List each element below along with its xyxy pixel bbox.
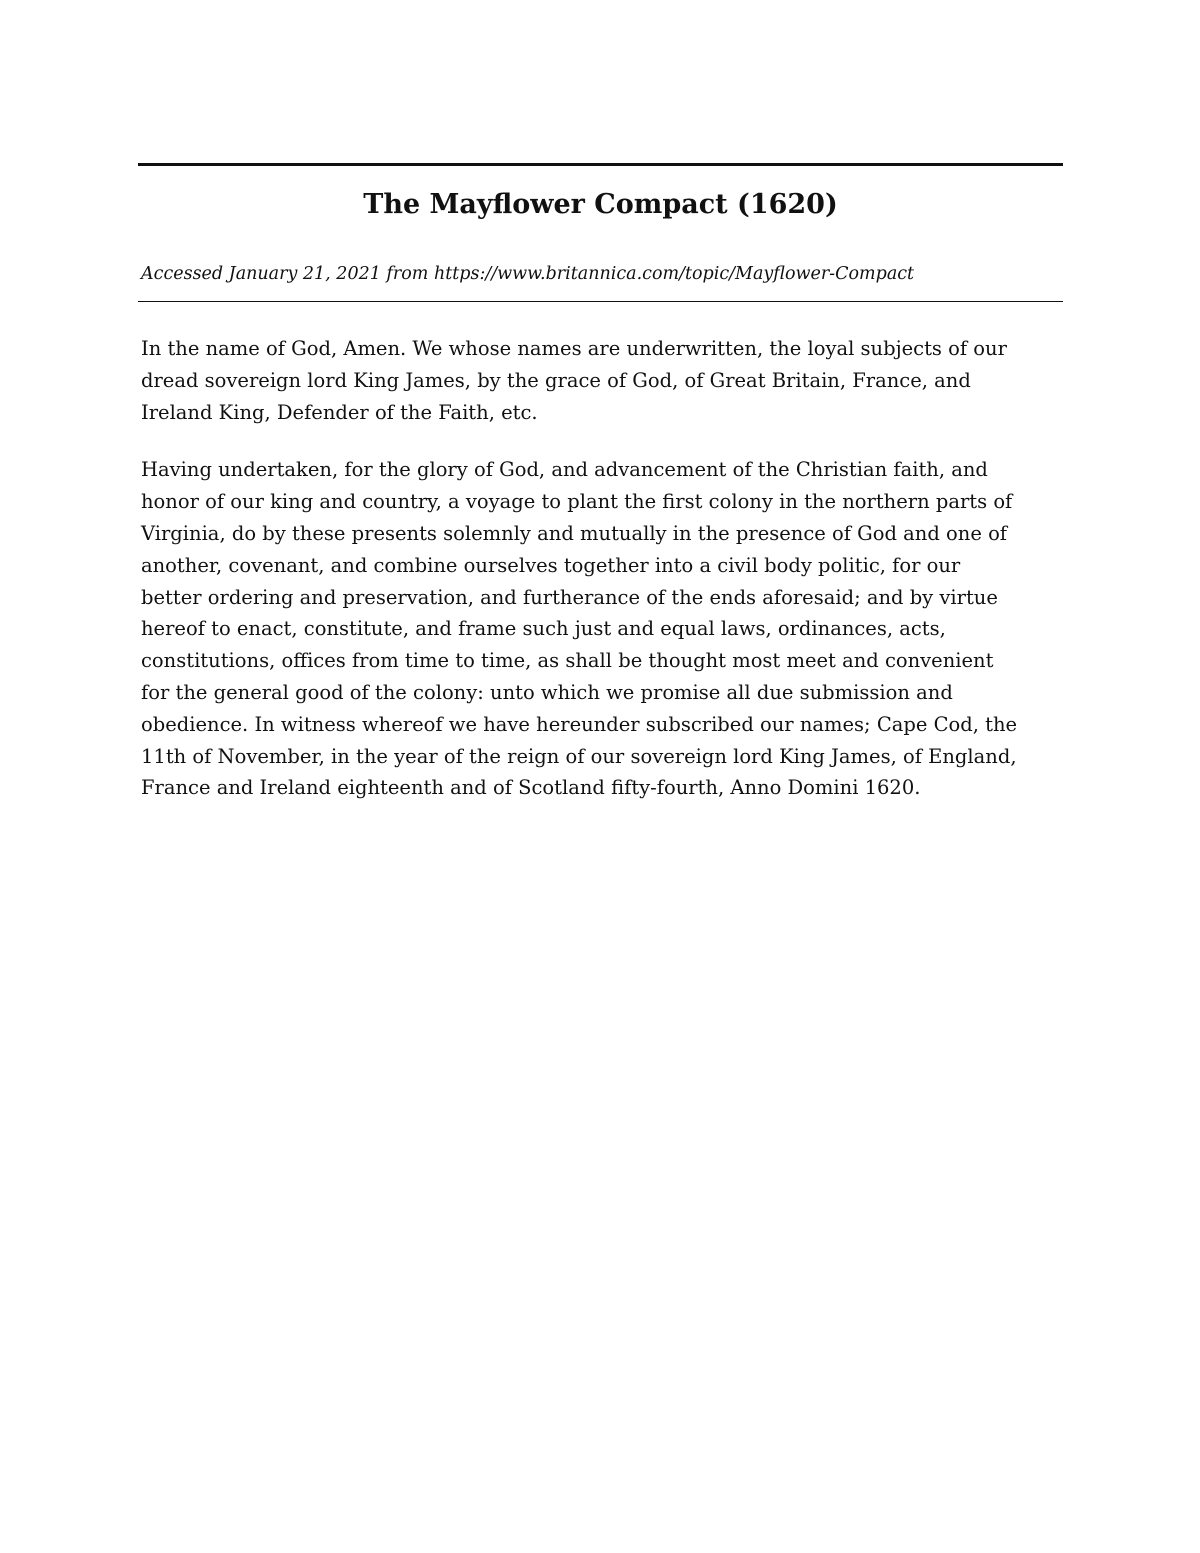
text-line: 11th of November, in the year of the reign of our sovereign lord King James, of England, bbox=[141, 744, 1017, 768]
text-line: for the general good of the colony: unto which we promise all due submission and bbox=[141, 680, 953, 704]
document-body bbox=[141, 333, 1071, 830]
text-line: constitutions, offices from time to time, as shall be thought most meet and convenient bbox=[141, 649, 994, 673]
paragraph bbox=[141, 333, 1071, 428]
header-rule-bottom bbox=[138, 301, 1063, 302]
text-line: dread sovereign lord King James, by the grace of God, of Great Britain, France, and bbox=[141, 368, 971, 392]
text-line: Virginia, do by these presents solemnly and mutually in the presence of God and one of bbox=[141, 521, 1008, 545]
text-line: another, covenant, and combine ourselves together into a civil body politic, for our bbox=[141, 553, 961, 577]
text-line: better ordering and preservation, and furtherance of the ends aforesaid; and by virtue bbox=[141, 585, 998, 609]
text-line: hereof to enact, constitute, and frame such just and equal laws, ordinances, acts, bbox=[141, 617, 946, 641]
text-line: In the name of God, Amen. We whose names are underwritten, the loyal subjects of our bbox=[141, 337, 1007, 360]
header-rule-top bbox=[138, 163, 1063, 166]
paragraph bbox=[141, 454, 1071, 804]
text-line: Ireland King, Defender of the Faith, etc. bbox=[141, 400, 538, 424]
text-line: France and Ireland eighteenth and of Scotland fifty-fourth, Anno Domini 1620. bbox=[141, 776, 921, 800]
document-title: The Mayflower Compact (1620) bbox=[363, 189, 838, 220]
source-citation: Accessed January 21, 2021 from https://www.britannica.com/topic/Mayflower-Compact bbox=[141, 264, 915, 284]
text-line: Having undertaken, for the glory of God, and advancement of the Christian faith, and bbox=[141, 458, 988, 482]
text-line: obedience. In witness whereof we have hereunder subscribed our names; Cape Cod, the bbox=[141, 712, 1018, 736]
text-line: honor of our king and country, a voyage to plant the first colony in the northern parts of bbox=[141, 490, 1013, 514]
